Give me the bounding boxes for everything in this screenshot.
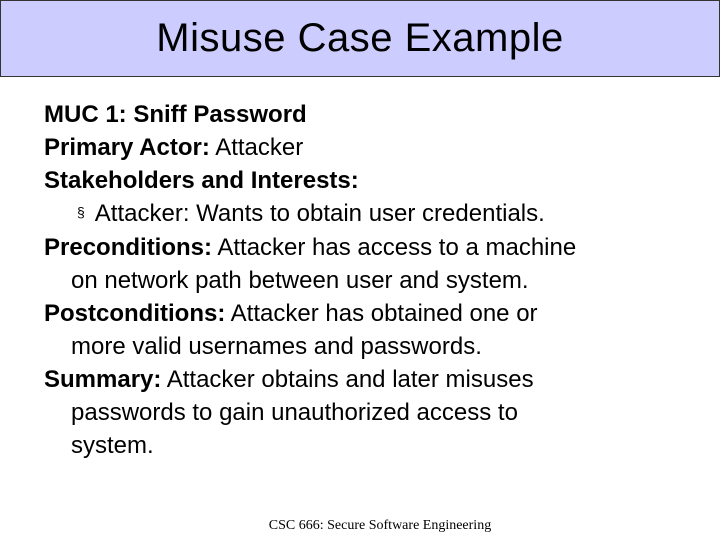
stakeholder-bullet-item: [44, 197, 704, 231]
summary-text-3: system.: [71, 432, 154, 460]
summary-label: Summary:: [44, 366, 162, 394]
title-bar: [0, 0, 720, 77]
preconditions-label: Preconditions:: [44, 234, 213, 262]
bullet-marker-icon: §: [77, 204, 85, 221]
primary-actor-value: Attacker: [215, 134, 304, 161]
postconditions-text-1: Attacker has obtained one or: [230, 300, 538, 328]
muc-heading: MUC 1: Sniff Password: [44, 101, 307, 128]
preconditions-line: [44, 231, 704, 264]
preconditions-text-2: on network path between user and system.: [71, 267, 529, 295]
primary-actor-line: [44, 131, 704, 164]
primary-actor-label: Primary Actor:: [44, 134, 210, 161]
postconditions-text-2: more valid usernames and passwords.: [71, 333, 482, 361]
preconditions-text-1: Attacker has access to a machine: [217, 234, 577, 262]
slide-footer: CSC 666: Secure Software Engineering: [268, 518, 492, 533]
summary-line: [44, 363, 704, 396]
slide-title: Misuse Case Example: [156, 16, 564, 60]
stakeholder-bullet-text: Attacker: Wants to obtain user credentials.: [94, 200, 545, 227]
summary-text-2: passwords to gain unauthorized access to: [71, 399, 518, 427]
stakeholders-label: Stakeholders and Interests:: [44, 167, 359, 194]
postconditions-line: [44, 297, 704, 330]
summary-text-1: Attacker obtains and later misuses: [166, 366, 534, 394]
postconditions-label: Postconditions:: [44, 300, 226, 328]
slide-body: [44, 98, 704, 462]
